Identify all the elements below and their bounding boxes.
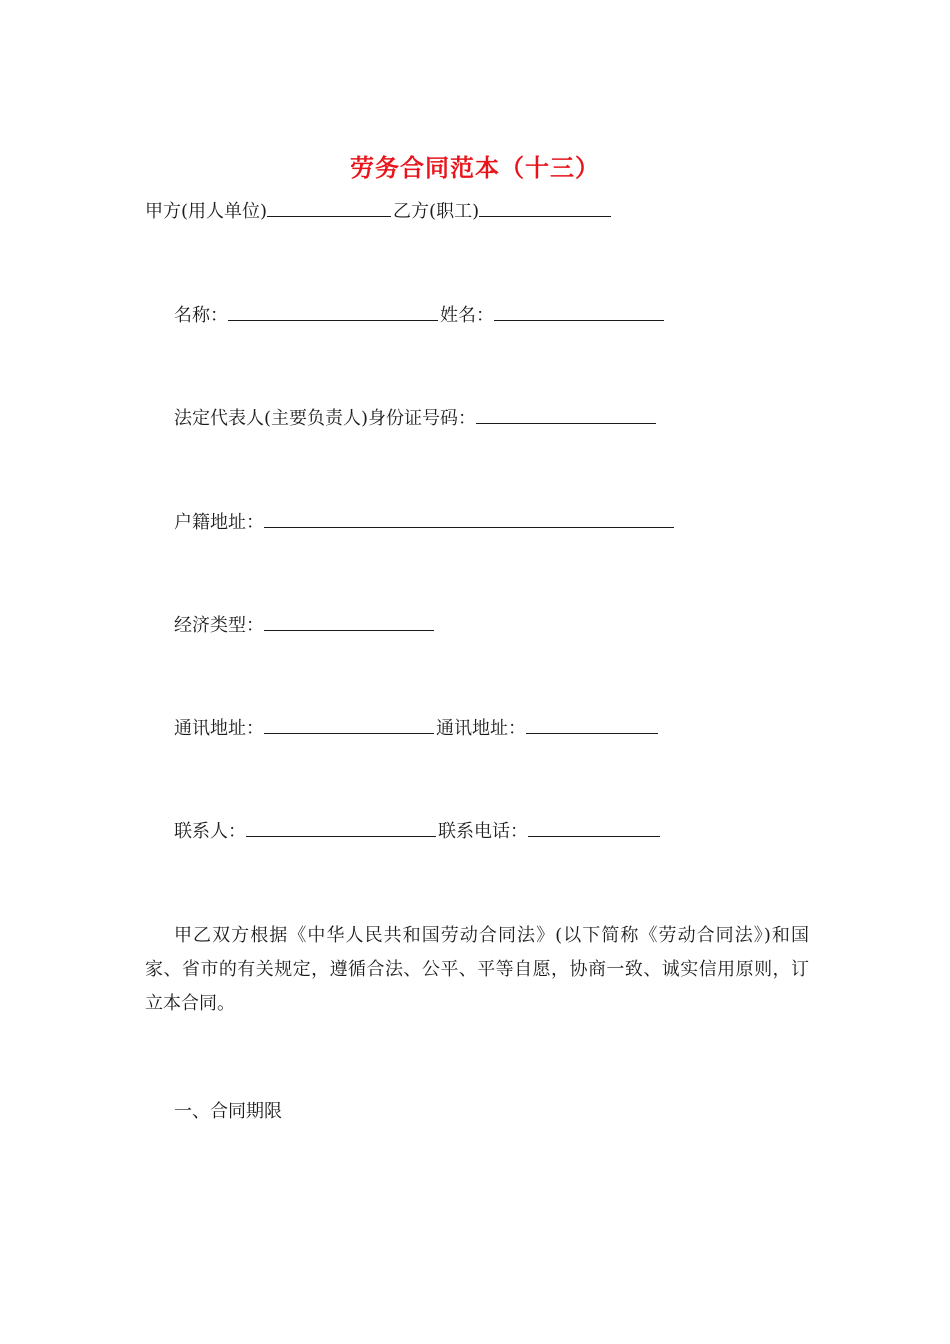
phone-label: 联系电话：: [438, 821, 528, 842]
name-label: 名称：: [174, 305, 228, 326]
economic-type-line: [174, 612, 436, 639]
legal-rep-label: 法定代表人(主要负责人)身份证号码：: [174, 408, 477, 429]
person-name-label: 姓名：: [440, 305, 494, 326]
contact-blank[interactable]: [246, 818, 436, 837]
legal-rep-line: [174, 405, 658, 432]
section-heading: 一、合同期限: [174, 1101, 282, 1122]
address-b-blank[interactable]: [526, 715, 658, 734]
household-line: [174, 509, 676, 536]
household-label: 户籍地址：: [174, 512, 264, 533]
contact-label: 联系人：: [174, 821, 246, 842]
address-line: [174, 715, 660, 742]
person-name-blank[interactable]: [494, 302, 664, 321]
economic-type-blank[interactable]: [264, 612, 434, 631]
name-blank[interactable]: [228, 302, 438, 321]
household-blank[interactable]: [264, 509, 674, 528]
name-line: [174, 302, 666, 329]
address-a-blank[interactable]: [264, 715, 434, 734]
party-b-label: 乙方(职工): [393, 201, 480, 222]
party-line: [145, 198, 613, 225]
document-title: 劳务合同范本（十三）: [350, 153, 600, 182]
phone-blank[interactable]: [528, 818, 660, 837]
party-b-blank[interactable]: [479, 198, 611, 217]
address-a-label: 通讯地址：: [174, 718, 264, 739]
party-a-blank[interactable]: [267, 198, 391, 217]
contact-line: [174, 818, 662, 845]
id-number-blank[interactable]: [476, 405, 656, 424]
economic-type-label: 经济类型：: [174, 615, 264, 636]
address-b-label: 通讯地址：: [436, 718, 526, 739]
intro-paragraph: 甲乙双方根据《中华人民共和国劳动合同法》(以下简称《劳动合同法》)和国家、省市的有关规定，遵循合法、公平、平等自愿，协商一致、诚实信用原则，订立本合同。: [145, 925, 809, 1014]
party-a-label: 甲方(用人单位): [145, 201, 268, 222]
